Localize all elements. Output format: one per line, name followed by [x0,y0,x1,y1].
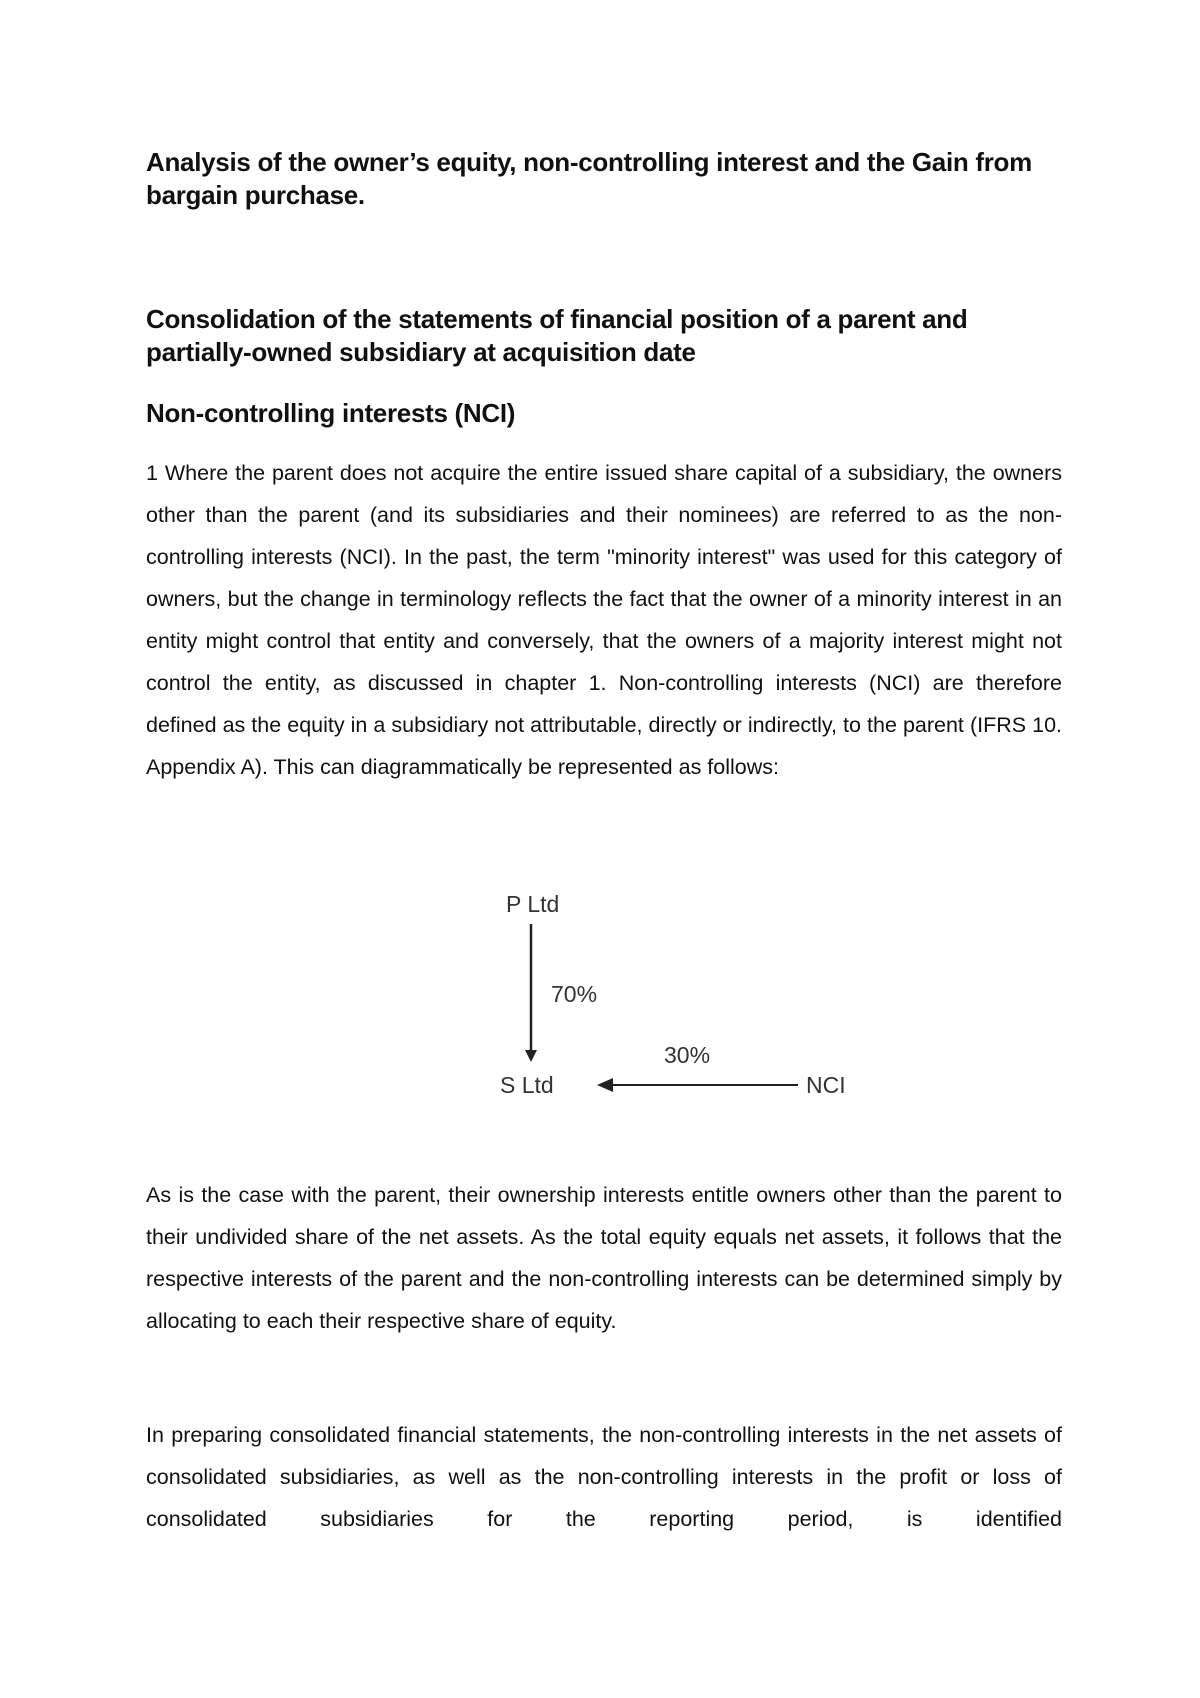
section-heading: Consolidation of the statements of financial position of a parent and partially-owned subsidiary at acquisition date [146,304,968,367]
paragraph-1: 1 Where the parent does not acquire the entire issued share capital of a subsidiary, the owners other than the parent (and its subsidiaries and their nominees) are referred to as the non-controlling interests (NCI). In the past, the term "minority interest" was used for this category of owners, but the change in terminology reflects the fact that the owner of a minority interest in an entity might control that entity and conversely, that the owners of a majority interest might not control the entity, as discussed in chapter 1. Non-controlling interests (NCI) are therefore defined as the equity in a subsidiary not attributable, directly or indirectly, to the parent (IFRS 10. Appendix A). This can diagrammatically be represented as follows: [146,461,1062,779]
nci-label: NCI [806,1072,846,1098]
subsidiary-label: S Ltd [500,1072,554,1098]
nci-arrow-head-icon [597,1078,613,1092]
paragraph-3: In preparing consolidated financial statements, the non-controlling interests in the net assets of consolidated subsidiaries, as well as the non-controlling interests in the profit or loss of consolidated subsidiaries for the reporting period, is identified [146,1423,1062,1531]
parent-share-label: 70% [551,981,598,1007]
subheading: Non-controlling interests (NCI) [146,398,516,428]
document-title: Analysis of the owner’s equity, non-controlling interest and the Gain from bargain purchase. [146,147,1032,210]
parent-label: P Ltd [506,891,560,917]
paragraph-2: As is the case with the parent, their ownership interests entitle owners other than the parent to their undivided share of the net assets. As the total equity equals net assets, it follows that the respective interests of the parent and the non-controlling interests can be determined simply by allocating to each their respective share of equity. [146,1183,1062,1333]
parent-arrow-head-icon [525,1050,537,1062]
ownership-diagram [0,850,1200,1110]
nci-share-label: 30% [664,1042,711,1068]
